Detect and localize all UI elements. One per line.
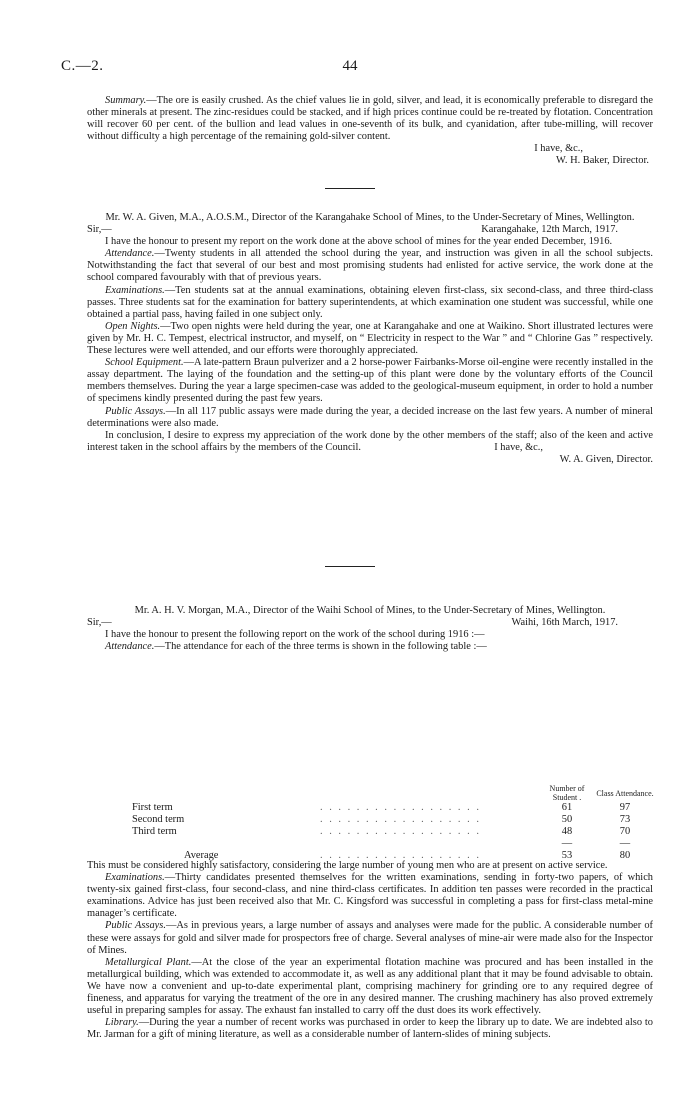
attendance-value: 70	[619, 826, 631, 838]
letter1-place-date: Karangahake, 12th March, 1917.	[481, 224, 618, 236]
letter1-conclusion: In conclusion, I desire to express my appreciation of the work done by the other members of the staff; also of the keen and active interest taken in the school affairs by the members of the Council.	[87, 429, 653, 453]
summary-heading: Summary.	[105, 95, 147, 106]
paragraph-text: —As in previous years, a large number of assays and analyses were made for the public. A considerable number of these were assays for gold and silver made for prospectors free of charge. Several analyses of mine-air were made also for the Inspector of Mines.	[87, 920, 653, 956]
letter1-paragraph	[87, 248, 653, 284]
letter2-paragraph	[87, 872, 653, 920]
paragraph-heading: Examinations.	[105, 284, 165, 296]
waihi-report-continued	[87, 860, 653, 1041]
paragraph-text: —Two open nights were held during the year, one at Karangahake and one at Waikino. Short illustrated lectures were given by Mr. H. C. Tempest, electrical instructor, and myself, on “ Electricity in respect to the War ” and “ Chlorine Gas ” respectively. These lectures were well attended, and our efforts were thoroughly appreciated.	[87, 320, 653, 357]
paragraph-heading: Metallurgical Plant.	[105, 956, 192, 968]
letter1-intro: I have the honour to present my report on the work done at the above school of mines for the year ended December, 1916.	[105, 236, 613, 248]
paragraph-heading: Examinations.	[105, 872, 165, 884]
waihi-report	[87, 605, 653, 653]
rule-mark: —	[561, 838, 573, 850]
letter2-paragraph	[87, 1017, 653, 1041]
paragraph-text: —Thirty candidates presented themselves for the written examinations, sending in forty-two papers, of which twenty-six gained first-class, four second-class, and nine third-class certificates. In addition ten passes were recorded in the practical examinations. Advice has just been received also that Mr. C. Kingsford was successful in completing a pass for first-class metal-mine manager’s certificate.	[87, 872, 653, 920]
summary-section	[87, 95, 653, 168]
letter1-salutation-row	[87, 224, 653, 236]
summary-paragraph	[87, 95, 653, 143]
letter1-salutation: Sir,—	[87, 224, 112, 236]
table-row	[132, 826, 654, 838]
letter1-address: Mr. W. A. Given, M.A., A.O.S.M., Director of the Karangahake School of Mines, to the Under-Secretary of Mines, Wellington.	[105, 212, 635, 223]
paragraph-text: —At the close of the year an experimental flotation machine was procured and has been installed in the metallurgical building, which was extended to accommodate it, as well as any additional plant that it may be found advisable to obtain. We have now a convenient and up-to-date experimental plant, comprising machinery for grinding ore to any required degree of fineness, and apparatus for varying the treatment of the ore in any desired manner. The crushing machinery has also proved extremely useful in preparing samples for assay. The exhaust fan installed to carry off the dust does its work effectively.	[87, 956, 653, 1017]
students-value: 50	[561, 814, 573, 826]
letter2-intro: I have the honour to present the following report on the work of the school during 1916 :—	[105, 629, 485, 641]
table-rule-row	[132, 838, 654, 850]
section-divider	[325, 566, 375, 567]
paragraph-text: —During the year a number of recent works was purchased in order to keep the library up to date. We are indebted also to Mr. Jarman for a gift of mining literature, as well as a considerable number of lantern-slides of mining subjects.	[87, 1017, 653, 1041]
letter2-place-date: Waihi, 16th March, 1917.	[511, 617, 618, 629]
section-divider	[325, 188, 375, 189]
letter1-paragraph	[87, 321, 653, 357]
paragraph-text: —A late-pattern Braun pulverizer and a 2 horse-power Fairbanks-Morse oil-engine were recently installed in the assay department. The laying of the foundation and the setting-up of this plant were done by the voluntary efforts of the Council members themselves. During the year a large specimen-case was added to the geological-museum equipment, in order to hold a number of specimens kindly presented during the past few years.	[87, 357, 653, 405]
leader-dots: . . . . . . . . . . . . . . . . . .	[320, 850, 481, 862]
page-number: 44	[342, 58, 358, 74]
page-reference: C.—2.	[61, 58, 104, 74]
letter1-paragraph	[87, 406, 653, 430]
summary-closing: I have, &c.,	[534, 143, 583, 155]
letter2-address: Mr. A. H. V. Morgan, M.A., Director of the Waihi School of Mines, to the Under-Secretary of Mines, Wellington.	[134, 605, 606, 616]
average-label: Average	[184, 850, 219, 862]
letter2-salutation: Sir,—	[87, 617, 112, 629]
students-value: 61	[561, 802, 573, 813]
leader-dots: . . . . . . . . . . . . . . . . . .	[320, 826, 481, 838]
attendance-table	[132, 784, 654, 862]
paragraph-heading: Library.	[105, 1017, 139, 1029]
table-row	[132, 802, 654, 814]
letter2-paragraph	[87, 957, 653, 1017]
paragraph-heading: Public Assays.	[105, 405, 166, 417]
paragraph-heading: Public Assays.	[105, 920, 166, 932]
paragraph-heading: School Equipment.	[105, 357, 184, 369]
letter2-attendance-paragraph	[87, 641, 653, 653]
table-header-row	[132, 784, 654, 802]
column-header: Class Attendance.	[596, 788, 654, 798]
karangahake-report	[87, 212, 653, 466]
paragraph-heading: Attendance.	[105, 248, 155, 260]
letter1-paragraph	[87, 357, 653, 405]
paragraph-heading: Attendance.	[105, 641, 155, 653]
students-value: 48	[561, 826, 573, 838]
paragraph-text: —In all 117 public assays were made during the year, a decided increase on the last few years. A number of mineral determinations were also made.	[87, 405, 653, 429]
letter2-paragraph	[87, 920, 653, 956]
paragraph-text: —Ten students sat at the annual examinations, obtaining eleven first-class, six second-class, and three third-class passes. Three students sat for the examination for battery superintendents, at which examination one student was successful, while one obtained a partial pass, having failed in one subject only.	[87, 284, 653, 320]
column-header: Number of Student .	[549, 784, 585, 802]
term-label: Second term	[132, 814, 185, 826]
summary-signature: W. H. Baker, Director.	[556, 155, 649, 167]
letter1-closing: I have, &c.,	[494, 441, 543, 453]
after-table-text: This must be considered highly satisfactory, considering the large number of young men who are at present on active service.	[87, 860, 608, 871]
letter1-paragraph	[87, 285, 653, 321]
paragraph-text: —The attendance for each of the three terms is shown in the following table :—	[154, 641, 487, 653]
paragraph-text: —Twenty students in all attended the school during the year, and instruction was given in all the school subjects. Notwithstanding the fact that several of our best and most promising students had enlisted for active service, the work done at the school compared favourably with that of previous years.	[87, 248, 653, 284]
letter1-signature: W. A. Given, Director.	[559, 453, 653, 465]
term-label: Third term	[132, 826, 177, 838]
rule-mark: —	[619, 838, 631, 850]
leader-dots: . . . . . . . . . . . . . . . . . .	[320, 814, 481, 826]
attendance-average: 80	[619, 850, 631, 862]
attendance-value: 73	[619, 814, 631, 826]
term-label: First term	[132, 802, 173, 813]
table-row	[132, 814, 654, 826]
summary-text: —The ore is easily crushed. As the chief values lie in gold, silver, and lead, it is economically preferable to disregard the other minerals at present. The zinc-residues could be stacked, and if high prices continue could be re-treated by flotation. Concentration will recover 60 per cent. of the bullion and lead values in one-seventh of its bulk, and cyanidation, after tube-milling, will recover without difficulty a high percentage of the remaining gold-silver content.	[87, 95, 653, 143]
attendance-value: 97	[619, 802, 631, 813]
students-average: 53	[561, 850, 573, 862]
paragraph-heading: Open Nights.	[105, 320, 161, 332]
leader-dots: . . . . . . . . . . . . . . . . . .	[320, 802, 481, 813]
letter2-salutation-row	[87, 617, 653, 629]
